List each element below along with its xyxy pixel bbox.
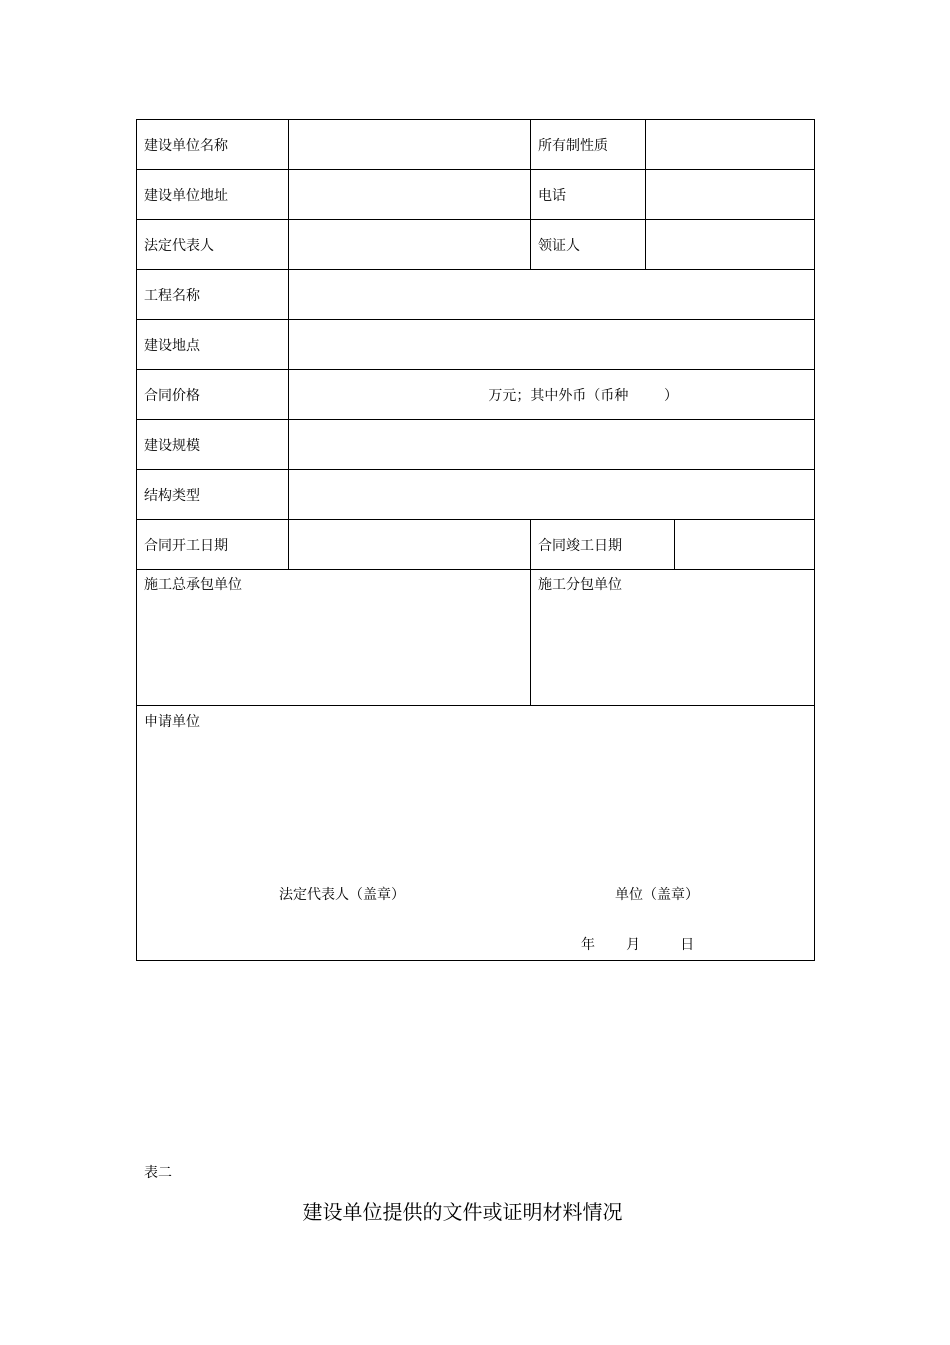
form-row-legal-rep [137,220,815,270]
recipient-field[interactable] [646,220,815,270]
date-line: 年 月 日 [581,937,695,953]
unit-name-label: 建设单位名称 [137,120,289,170]
applicant-cell[interactable] [137,706,815,961]
form-row-applicant [137,706,815,961]
applicant-label: 申请单位 [144,714,200,730]
scale-label: 建设规模 [137,420,289,470]
section-title: 建设单位提供的文件或证明材料情况 [302,1200,623,1224]
completion-date-field[interactable] [675,520,815,570]
unit-address-field[interactable] [289,170,531,220]
phone-label: 电话 [531,170,646,220]
form-row-project-name [137,270,815,320]
project-name-label: 工程名称 [137,270,289,320]
subcontractor-label: 施工分包单位 [538,577,622,593]
structure-label: 结构类型 [137,470,289,520]
scale-field[interactable] [289,420,815,470]
ownership-field[interactable] [646,120,815,170]
unit-seal-label: 单位（盖章） [615,887,699,903]
table-number: 表二 [144,1165,172,1181]
project-name-field[interactable] [289,270,815,320]
form-row-unit-name [137,120,815,170]
form-row-dates [137,520,815,570]
unit-address-label: 建设单位地址 [137,170,289,220]
phone-field[interactable] [646,170,815,220]
recipient-label: 领证人 [531,220,646,270]
contract-price-field[interactable] [289,370,815,420]
subcontractor-cell[interactable] [531,570,815,706]
location-field[interactable] [289,320,815,370]
form-row-scale [137,420,815,470]
contract-price-label: 合同价格 [137,370,289,420]
form-row-unit-address [137,170,815,220]
application-form-table [136,119,815,961]
ownership-label: 所有制性质 [531,120,646,170]
form-row-location [137,320,815,370]
form-row-contract-price [137,370,815,420]
structure-field[interactable] [289,470,815,520]
start-date-label: 合同开工日期 [137,520,289,570]
location-label: 建设地点 [137,320,289,370]
legal-rep-seal-label: 法定代表人（盖章） [279,887,405,903]
general-contractor-cell[interactable] [137,570,531,706]
form-row-structure [137,470,815,520]
unit-name-field[interactable] [289,120,531,170]
completion-date-label: 合同竣工日期 [531,520,675,570]
legal-rep-label: 法定代表人 [137,220,289,270]
legal-rep-field[interactable] [289,220,531,270]
contract-price-note: 万元；其中外币（币种 ） [488,387,678,404]
general-contractor-label: 施工总承包单位 [144,577,242,593]
start-date-field[interactable] [289,520,531,570]
form-row-contractors [137,570,815,706]
